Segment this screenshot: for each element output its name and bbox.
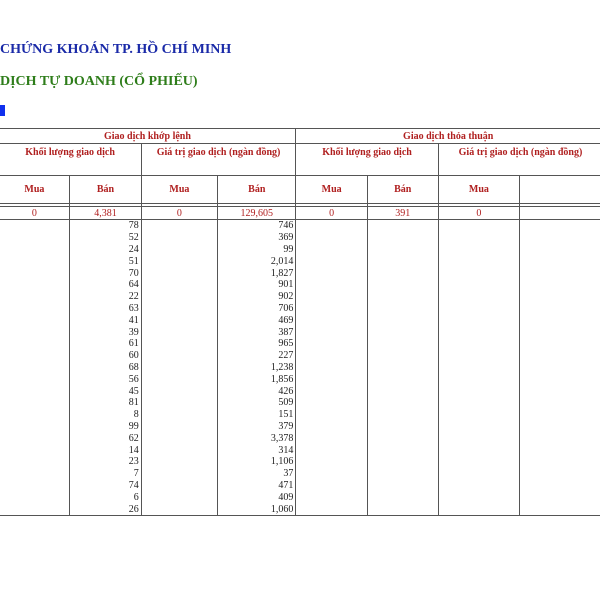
table-row [0, 326, 600, 338]
empty-cell [0, 432, 70, 444]
sell-value-cell: 509 [218, 397, 296, 409]
group-header-negotiated: Giao dịch thỏa thuận [296, 129, 600, 144]
sell-value-cell: 706 [218, 303, 296, 315]
empty-cell [367, 456, 438, 468]
empty-cell [520, 267, 600, 279]
empty-cell [296, 491, 367, 503]
empty-cell [438, 303, 520, 315]
empty-cell [367, 409, 438, 421]
empty-cell [520, 255, 600, 267]
buy-sell-header-row [0, 176, 600, 204]
empty-cell [296, 303, 367, 315]
empty-cell [0, 350, 70, 362]
sell-value-cell: 3,378 [218, 432, 296, 444]
total-cell: 0 [296, 207, 367, 220]
empty-cell [141, 456, 217, 468]
empty-cell [0, 303, 70, 315]
empty-cell [296, 279, 367, 291]
empty-cell [141, 220, 217, 232]
sell-value-cell: 1,060 [218, 503, 296, 515]
sell-volume-cell: 99 [70, 421, 141, 433]
empty-cell [438, 444, 520, 456]
table-row [0, 267, 600, 279]
empty-cell [367, 267, 438, 279]
table-row [0, 503, 600, 515]
empty-cell [367, 338, 438, 350]
table-row [0, 279, 600, 291]
sell-value-cell: 1,238 [218, 362, 296, 374]
table-row [0, 232, 600, 244]
empty-cell [0, 326, 70, 338]
empty-cell [296, 244, 367, 256]
total-cell: 0 [438, 207, 520, 220]
empty-cell [141, 373, 217, 385]
proprietary-trading-table-container [0, 128, 600, 516]
empty-cell [296, 385, 367, 397]
empty-cell [141, 255, 217, 267]
empty-cell [520, 409, 600, 421]
empty-cell [0, 232, 70, 244]
sell-value-cell: 409 [218, 491, 296, 503]
empty-cell [520, 314, 600, 326]
empty-cell [438, 468, 520, 480]
empty-cell [141, 491, 217, 503]
table-row [0, 373, 600, 385]
empty-cell [141, 291, 217, 303]
subheader-matched-value: Giá trị giao dịch (ngàn đồng) [141, 144, 296, 176]
empty-cell [0, 220, 70, 232]
empty-cell [0, 444, 70, 456]
table-row [0, 409, 600, 421]
empty-cell [438, 409, 520, 421]
empty-cell [520, 326, 600, 338]
header-sell-cut [520, 176, 600, 204]
table-row [0, 385, 600, 397]
sell-volume-cell: 62 [70, 432, 141, 444]
sell-volume-cell: 61 [70, 338, 141, 350]
sell-value-cell: 426 [218, 385, 296, 397]
empty-cell [367, 373, 438, 385]
empty-cell [0, 409, 70, 421]
sell-volume-cell: 78 [70, 220, 141, 232]
group-header-matched: Giao dịch khớp lệnh [0, 129, 296, 144]
table-row [0, 432, 600, 444]
empty-cell [141, 468, 217, 480]
total-cell: 0 [141, 207, 217, 220]
empty-cell [0, 421, 70, 433]
empty-cell [296, 444, 367, 456]
total-cell: 0 [0, 207, 70, 220]
empty-cell [296, 456, 367, 468]
empty-cell [296, 314, 367, 326]
sell-volume-cell: 52 [70, 232, 141, 244]
empty-cell [141, 385, 217, 397]
empty-cell [0, 244, 70, 256]
sell-volume-cell: 70 [70, 267, 141, 279]
empty-cell [296, 350, 367, 362]
empty-cell [296, 432, 367, 444]
sell-volume-cell: 56 [70, 373, 141, 385]
sell-volume-cell: 8 [70, 409, 141, 421]
sell-value-cell: 1,827 [218, 267, 296, 279]
empty-cell [296, 480, 367, 492]
table-row [0, 491, 600, 503]
table-row [0, 314, 600, 326]
empty-cell [367, 397, 438, 409]
empty-cell [141, 480, 217, 492]
sell-volume-cell: 6 [70, 491, 141, 503]
sell-value-cell: 369 [218, 232, 296, 244]
sell-value-cell: 471 [218, 480, 296, 492]
empty-cell [367, 220, 438, 232]
empty-cell [520, 338, 600, 350]
empty-cell [520, 397, 600, 409]
empty-cell [520, 421, 600, 433]
total-cell: 129,605 [218, 207, 296, 220]
sell-volume-cell: 41 [70, 314, 141, 326]
empty-cell [0, 480, 70, 492]
table-row [0, 220, 600, 232]
total-cell: 391 [367, 207, 438, 220]
empty-cell [141, 244, 217, 256]
subgroup-header-row [0, 144, 600, 176]
empty-cell [438, 373, 520, 385]
sell-value-cell: 469 [218, 314, 296, 326]
empty-cell [0, 255, 70, 267]
empty-cell [0, 456, 70, 468]
empty-cell [141, 421, 217, 433]
sell-volume-cell: 7 [70, 468, 141, 480]
table-row [0, 291, 600, 303]
sell-value-cell: 151 [218, 409, 296, 421]
table-row [0, 456, 600, 468]
empty-cell [520, 503, 600, 515]
header-sell: Bán [70, 176, 141, 204]
empty-cell [0, 338, 70, 350]
empty-cell [520, 232, 600, 244]
sell-volume-cell: 39 [70, 326, 141, 338]
sell-value-cell: 37 [218, 468, 296, 480]
sell-value-cell: 901 [218, 279, 296, 291]
empty-cell [438, 291, 520, 303]
sell-volume-cell: 22 [70, 291, 141, 303]
empty-cell [438, 385, 520, 397]
subheader-negotiated-volume: Khối lượng giao dịch [296, 144, 438, 176]
empty-cell [520, 220, 600, 232]
table-row [0, 350, 600, 362]
sell-value-cell: 746 [218, 220, 296, 232]
empty-cell [367, 503, 438, 515]
table-row [0, 255, 600, 267]
empty-cell [141, 432, 217, 444]
sell-value-cell: 1,106 [218, 456, 296, 468]
empty-cell [0, 314, 70, 326]
sell-volume-cell: 81 [70, 397, 141, 409]
empty-cell [438, 255, 520, 267]
sell-volume-cell: 60 [70, 350, 141, 362]
empty-cell [367, 279, 438, 291]
table-body [0, 220, 600, 516]
empty-cell [141, 314, 217, 326]
empty-cell [438, 350, 520, 362]
empty-cell [141, 279, 217, 291]
empty-cell [438, 314, 520, 326]
empty-cell [296, 373, 367, 385]
empty-cell [296, 291, 367, 303]
empty-cell [438, 279, 520, 291]
sell-value-cell: 2,014 [218, 255, 296, 267]
sell-value-cell: 227 [218, 350, 296, 362]
sell-value-cell: 379 [218, 421, 296, 433]
empty-cell [0, 279, 70, 291]
sell-volume-cell: 26 [70, 503, 141, 515]
empty-cell [296, 255, 367, 267]
empty-cell [367, 491, 438, 503]
proprietary-trading-table [0, 128, 600, 516]
empty-cell [296, 338, 367, 350]
table-row [0, 338, 600, 350]
section-marker [0, 105, 5, 116]
empty-cell [520, 432, 600, 444]
empty-cell [520, 279, 600, 291]
sell-volume-cell: 24 [70, 244, 141, 256]
empty-cell [0, 362, 70, 374]
empty-cell [438, 397, 520, 409]
empty-cell [520, 244, 600, 256]
empty-cell [367, 255, 438, 267]
empty-cell [367, 303, 438, 315]
sell-volume-cell: 14 [70, 444, 141, 456]
empty-cell [367, 291, 438, 303]
sell-volume-cell: 74 [70, 480, 141, 492]
empty-cell [438, 491, 520, 503]
empty-cell [0, 397, 70, 409]
empty-cell [520, 350, 600, 362]
table-row [0, 303, 600, 315]
empty-cell [367, 468, 438, 480]
empty-cell [367, 444, 438, 456]
total-cell [520, 207, 600, 220]
header-buy: Mua [0, 176, 70, 204]
sell-volume-cell: 51 [70, 255, 141, 267]
sell-volume-cell: 45 [70, 385, 141, 397]
empty-cell [367, 480, 438, 492]
sell-volume-cell: 68 [70, 362, 141, 374]
empty-cell [438, 338, 520, 350]
empty-cell [520, 491, 600, 503]
empty-cell [438, 244, 520, 256]
sell-volume-cell: 63 [70, 303, 141, 315]
empty-cell [520, 362, 600, 374]
empty-cell [141, 350, 217, 362]
empty-cell [438, 362, 520, 374]
table-row [0, 421, 600, 433]
sell-value-cell: 1,856 [218, 373, 296, 385]
empty-cell [520, 373, 600, 385]
empty-cell [296, 220, 367, 232]
empty-cell [520, 468, 600, 480]
empty-cell [296, 397, 367, 409]
empty-cell [520, 385, 600, 397]
table-row [0, 244, 600, 256]
empty-cell [141, 444, 217, 456]
header-sell: Bán [218, 176, 296, 204]
table-row [0, 397, 600, 409]
subheader-matched-volume: Khối lượng giao dịch [0, 144, 141, 176]
empty-cell [367, 350, 438, 362]
empty-cell [141, 503, 217, 515]
empty-cell [0, 385, 70, 397]
header-buy: Mua [438, 176, 520, 204]
sell-volume-cell: 64 [70, 279, 141, 291]
table-row [0, 362, 600, 374]
empty-cell [296, 326, 367, 338]
empty-cell [438, 421, 520, 433]
header-sell: Bán [367, 176, 438, 204]
empty-cell [141, 338, 217, 350]
empty-cell [141, 409, 217, 421]
header-buy: Mua [141, 176, 217, 204]
subheader-negotiated-value: Giá trị giao dịch (ngàn đồng) [438, 144, 600, 176]
empty-cell [438, 503, 520, 515]
empty-cell [438, 220, 520, 232]
empty-cell [296, 362, 367, 374]
sell-value-cell: 99 [218, 244, 296, 256]
empty-cell [141, 267, 217, 279]
empty-cell [296, 503, 367, 515]
empty-cell [438, 480, 520, 492]
empty-cell [367, 232, 438, 244]
empty-cell [520, 291, 600, 303]
total-cell: 4,381 [70, 207, 141, 220]
empty-cell [296, 421, 367, 433]
empty-cell [141, 303, 217, 315]
empty-cell [367, 385, 438, 397]
table-row [0, 480, 600, 492]
organization-title: CHỨNG KHOÁN TP. HỒ CHÍ MINH [0, 42, 232, 57]
empty-cell [296, 232, 367, 244]
sell-value-cell: 314 [218, 444, 296, 456]
empty-cell [520, 303, 600, 315]
empty-cell [296, 267, 367, 279]
empty-cell [0, 503, 70, 515]
empty-cell [296, 468, 367, 480]
empty-cell [0, 267, 70, 279]
empty-cell [520, 480, 600, 492]
empty-cell [141, 362, 217, 374]
empty-cell [367, 421, 438, 433]
empty-cell [141, 232, 217, 244]
empty-cell [367, 362, 438, 374]
empty-cell [520, 456, 600, 468]
table-row [0, 444, 600, 456]
empty-cell [0, 491, 70, 503]
empty-cell [438, 456, 520, 468]
empty-cell [438, 267, 520, 279]
empty-cell [438, 432, 520, 444]
total-row [0, 207, 600, 220]
header-buy: Mua [296, 176, 367, 204]
empty-cell [367, 244, 438, 256]
empty-cell [0, 468, 70, 480]
empty-cell [438, 232, 520, 244]
empty-cell [141, 397, 217, 409]
group-header-row [0, 129, 600, 144]
report-title: DỊCH TỰ DOANH (CỔ PHIẾU) [0, 74, 198, 89]
empty-cell [367, 314, 438, 326]
empty-cell [438, 326, 520, 338]
sell-volume-cell: 23 [70, 456, 141, 468]
empty-cell [0, 373, 70, 385]
empty-cell [141, 326, 217, 338]
sell-value-cell: 387 [218, 326, 296, 338]
empty-cell [296, 409, 367, 421]
empty-cell [367, 326, 438, 338]
table-row [0, 468, 600, 480]
empty-cell [520, 444, 600, 456]
empty-cell [367, 432, 438, 444]
sell-value-cell: 902 [218, 291, 296, 303]
empty-cell [0, 291, 70, 303]
sell-value-cell: 965 [218, 338, 296, 350]
